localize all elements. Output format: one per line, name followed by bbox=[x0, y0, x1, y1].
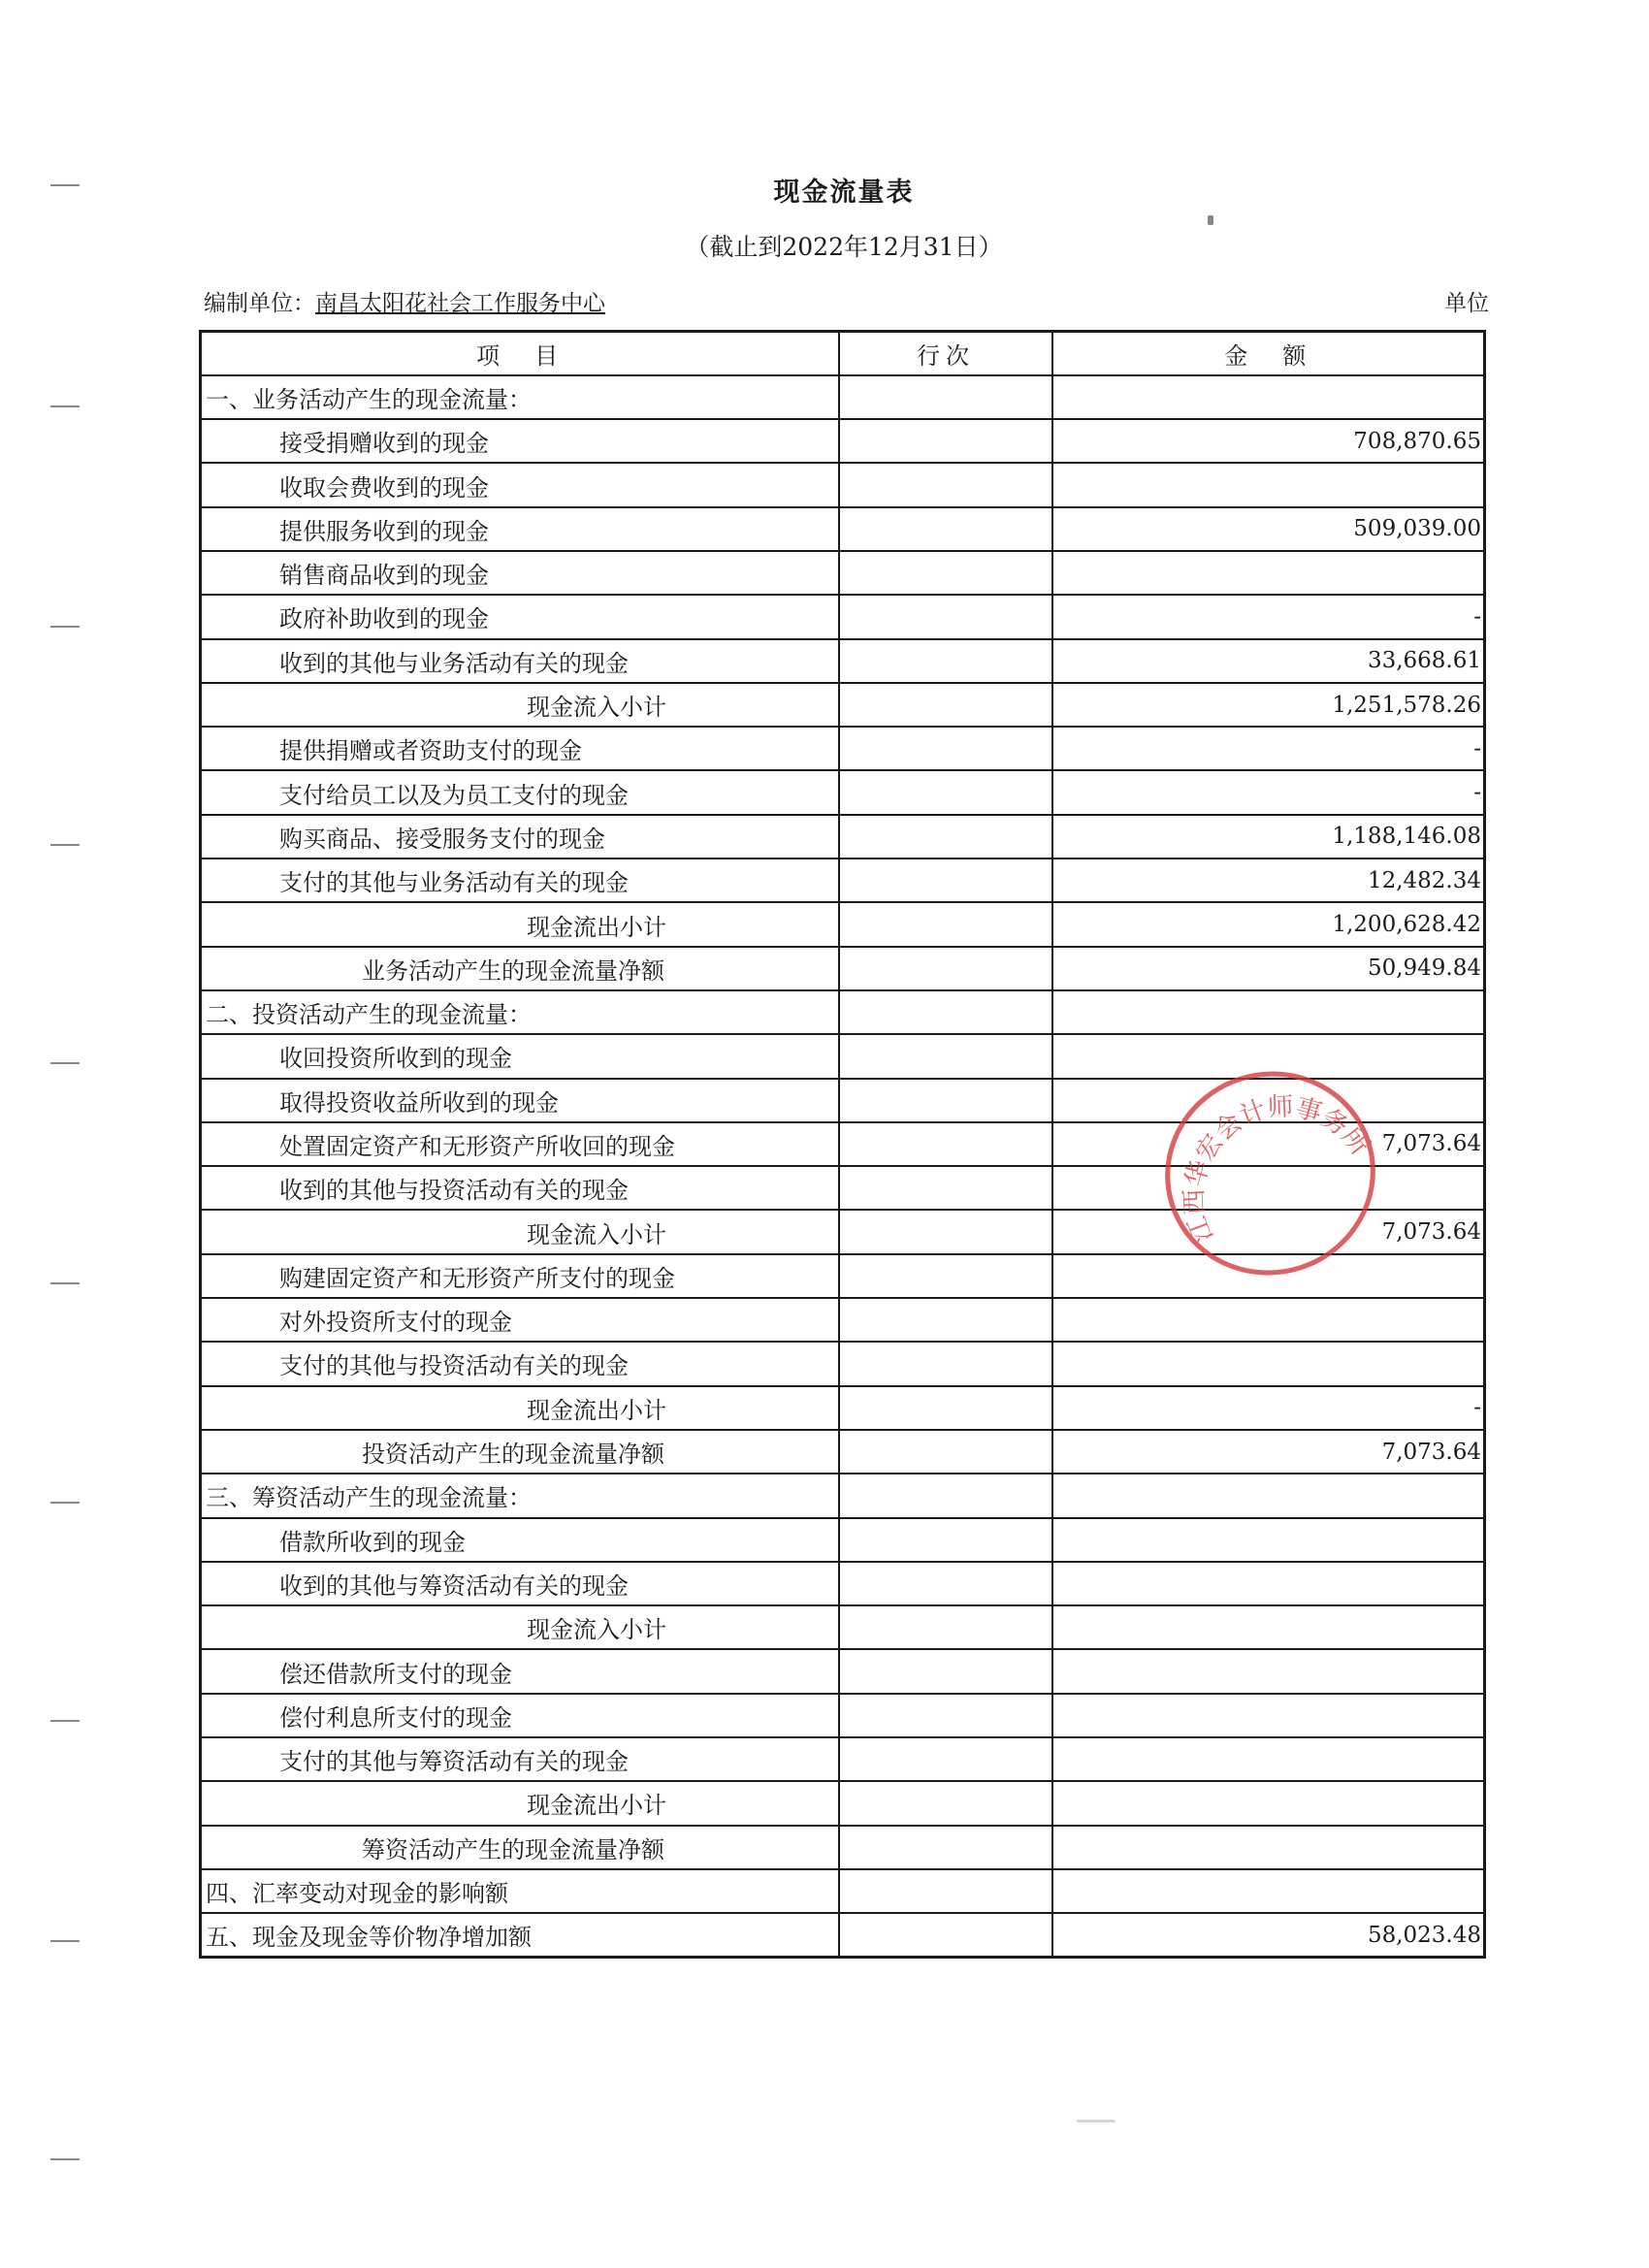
row-amount bbox=[1052, 1518, 1485, 1562]
row-line bbox=[839, 1694, 1051, 1737]
row-line bbox=[839, 1562, 1051, 1605]
row-label: 收到的其他与业务活动有关的现金 bbox=[201, 639, 840, 683]
row-label: 五、现金及现金等价物净增加额 bbox=[201, 1913, 840, 1957]
row-line bbox=[839, 1034, 1051, 1078]
row-line bbox=[839, 1737, 1051, 1781]
row-amount bbox=[1052, 1166, 1485, 1210]
row-label: 提供服务收到的现金 bbox=[201, 507, 840, 551]
scan-edge-mark bbox=[50, 1282, 80, 1284]
table-row bbox=[201, 947, 1485, 990]
row-label: 借款所收到的现金 bbox=[201, 1518, 840, 1562]
row-label: 四、汇率变动对现金的影响额 bbox=[201, 1869, 840, 1913]
row-amount bbox=[1052, 1254, 1485, 1298]
document-subtitle: （截止到2022年12月31日） bbox=[685, 233, 1003, 261]
table-row bbox=[201, 1166, 1485, 1210]
org-label: 编制单位： bbox=[204, 291, 315, 316]
row-amount: 509,039.00 bbox=[1052, 507, 1485, 551]
row-label: 政府补助收到的现金 bbox=[201, 595, 840, 638]
row-line bbox=[839, 1430, 1051, 1474]
table-row bbox=[201, 375, 1485, 419]
row-amount bbox=[1052, 1869, 1485, 1913]
row-label: 处置固定资产和无形资产所收回的现金 bbox=[201, 1122, 840, 1166]
row-label: 现金流入小计 bbox=[201, 1210, 840, 1253]
table-row bbox=[201, 1210, 1485, 1253]
row-line bbox=[839, 419, 1051, 463]
table-header-row bbox=[201, 332, 1485, 375]
table-row bbox=[201, 1737, 1485, 1781]
row-amount bbox=[1052, 375, 1485, 419]
row-label: 现金流出小计 bbox=[201, 1781, 840, 1825]
row-label: 二、投资活动产生的现金流量： bbox=[201, 990, 840, 1034]
table-row bbox=[201, 727, 1485, 770]
row-amount: - bbox=[1052, 1386, 1485, 1430]
row-amount: - bbox=[1052, 727, 1485, 770]
row-amount bbox=[1052, 1737, 1485, 1781]
table-row bbox=[201, 1913, 1485, 1957]
row-line bbox=[839, 947, 1051, 990]
org-name: 南昌太阳花社会工作服务中心 bbox=[315, 291, 605, 316]
table-row bbox=[201, 551, 1485, 595]
table-row bbox=[201, 1430, 1485, 1474]
row-label: 支付的其他与业务活动有关的现金 bbox=[201, 859, 840, 902]
row-amount bbox=[1052, 1298, 1485, 1342]
table-row bbox=[201, 1518, 1485, 1562]
table-row bbox=[201, 419, 1485, 463]
table-row bbox=[201, 1562, 1485, 1605]
row-label: 现金流出小计 bbox=[201, 1386, 840, 1430]
row-label: 购买商品、接受服务支付的现金 bbox=[201, 815, 840, 859]
row-label: 接受捐赠收到的现金 bbox=[201, 419, 840, 463]
row-line bbox=[839, 727, 1051, 770]
table-row bbox=[201, 1034, 1485, 1078]
table-row bbox=[201, 639, 1485, 683]
row-amount: 708,870.65 bbox=[1052, 419, 1485, 463]
row-line bbox=[839, 507, 1051, 551]
row-line bbox=[839, 1826, 1051, 1869]
row-label: 投资活动产生的现金流量净额 bbox=[201, 1430, 840, 1474]
row-label: 筹资活动产生的现金流量净额 bbox=[201, 1826, 840, 1869]
row-label: 收到的其他与筹资活动有关的现金 bbox=[201, 1562, 840, 1605]
table-row bbox=[201, 1079, 1485, 1122]
row-line bbox=[839, 1079, 1051, 1122]
row-line bbox=[839, 1649, 1051, 1693]
scan-speck bbox=[1077, 2120, 1116, 2122]
row-amount: 50,949.84 bbox=[1052, 947, 1485, 990]
row-label: 一、业务活动产生的现金流量： bbox=[201, 375, 840, 419]
row-line bbox=[839, 1122, 1051, 1166]
table-row bbox=[201, 815, 1485, 859]
row-amount: 7,073.64 bbox=[1052, 1122, 1485, 1166]
row-amount: - bbox=[1052, 595, 1485, 638]
row-line bbox=[839, 1605, 1051, 1649]
row-line bbox=[839, 1869, 1051, 1913]
row-amount: 12,482.34 bbox=[1052, 859, 1485, 902]
row-amount bbox=[1052, 1694, 1485, 1737]
table-row bbox=[201, 770, 1485, 814]
scan-edge-mark bbox=[50, 405, 80, 407]
row-label: 偿还借款所支付的现金 bbox=[201, 1649, 840, 1693]
row-label: 偿付利息所支付的现金 bbox=[201, 1694, 840, 1737]
row-label: 现金流出小计 bbox=[201, 902, 840, 946]
row-label: 收到的其他与投资活动有关的现金 bbox=[201, 1166, 840, 1210]
scan-edge-mark bbox=[50, 844, 80, 846]
row-amount bbox=[1052, 463, 1485, 506]
table-row bbox=[201, 1386, 1485, 1430]
row-amount bbox=[1052, 1474, 1485, 1517]
table-row bbox=[201, 1254, 1485, 1298]
row-amount bbox=[1052, 1034, 1485, 1078]
row-line bbox=[839, 1913, 1051, 1957]
header-amount: 金 额 bbox=[1052, 332, 1485, 375]
row-line bbox=[839, 1298, 1051, 1342]
row-label: 销售商品收到的现金 bbox=[201, 551, 840, 595]
table-row bbox=[201, 1605, 1485, 1649]
table-row bbox=[201, 859, 1485, 902]
table-row bbox=[201, 1474, 1485, 1517]
table-row bbox=[201, 1781, 1485, 1825]
row-line bbox=[839, 902, 1051, 946]
row-label: 现金流入小计 bbox=[201, 683, 840, 727]
row-amount bbox=[1052, 990, 1485, 1034]
scan-speck bbox=[1208, 215, 1213, 225]
row-label: 现金流入小计 bbox=[201, 1605, 840, 1649]
row-amount: 7,073.64 bbox=[1052, 1210, 1485, 1253]
row-amount: - bbox=[1052, 770, 1485, 814]
cash-flow-table bbox=[199, 330, 1486, 1959]
scan-edge-mark bbox=[50, 1940, 80, 1942]
row-line bbox=[839, 463, 1051, 506]
row-line bbox=[839, 1166, 1051, 1210]
header-info-line bbox=[204, 285, 1489, 317]
table-row bbox=[201, 1694, 1485, 1737]
row-amount bbox=[1052, 1781, 1485, 1825]
row-line bbox=[839, 815, 1051, 859]
row-label: 三、筹资活动产生的现金流量： bbox=[201, 1474, 840, 1517]
row-line bbox=[839, 990, 1051, 1034]
table-row bbox=[201, 507, 1485, 551]
seal-text: 江西华宏会计师事务所审验专用章 bbox=[1179, 1091, 1375, 1247]
org-info bbox=[204, 285, 605, 317]
row-line bbox=[839, 1474, 1051, 1517]
row-amount: 1,251,578.26 bbox=[1052, 683, 1485, 727]
row-line bbox=[839, 595, 1051, 638]
row-label: 取得投资收益所收到的现金 bbox=[201, 1079, 840, 1122]
table-row bbox=[201, 902, 1485, 946]
table-row bbox=[201, 1869, 1485, 1913]
table-row bbox=[201, 463, 1485, 506]
row-amount: 1,200,628.42 bbox=[1052, 902, 1485, 946]
row-line bbox=[839, 1781, 1051, 1825]
table-row bbox=[201, 1826, 1485, 1869]
document-title: 现金流量表 bbox=[773, 178, 915, 208]
row-amount: 58,023.48 bbox=[1052, 1913, 1485, 1957]
row-label: 对外投资所支付的现金 bbox=[201, 1298, 840, 1342]
row-label: 提供捐赠或者资助支付的现金 bbox=[201, 727, 840, 770]
scan-edge-mark bbox=[50, 1502, 80, 1504]
unit-label: 单位 bbox=[1444, 291, 1489, 316]
row-amount bbox=[1052, 1826, 1485, 1869]
row-amount: 33,668.61 bbox=[1052, 639, 1485, 683]
row-label: 收回投资所收到的现金 bbox=[201, 1034, 840, 1078]
row-label: 业务活动产生的现金流量净额 bbox=[201, 947, 840, 990]
row-label: 购建固定资产和无形资产所支付的现金 bbox=[201, 1254, 840, 1298]
row-line bbox=[839, 375, 1051, 419]
scan-edge-mark bbox=[50, 626, 80, 628]
table-row bbox=[201, 595, 1485, 638]
row-line bbox=[839, 1210, 1051, 1253]
header-item: 项 目 bbox=[201, 332, 840, 375]
row-amount bbox=[1052, 1649, 1485, 1693]
table-row bbox=[201, 683, 1485, 727]
row-label: 支付的其他与投资活动有关的现金 bbox=[201, 1342, 840, 1385]
row-amount bbox=[1052, 1342, 1485, 1385]
scan-edge-mark bbox=[50, 184, 80, 186]
row-amount: 7,073.64 bbox=[1052, 1430, 1485, 1474]
row-label: 收取会费收到的现金 bbox=[201, 463, 840, 506]
row-line bbox=[839, 1254, 1051, 1298]
table-row bbox=[201, 1298, 1485, 1342]
row-amount bbox=[1052, 1079, 1485, 1122]
row-line bbox=[839, 1386, 1051, 1430]
row-line bbox=[839, 1518, 1051, 1562]
row-amount bbox=[1052, 1605, 1485, 1649]
row-line bbox=[839, 639, 1051, 683]
row-label: 支付给员工以及为员工支付的现金 bbox=[201, 770, 840, 814]
row-label: 支付的其他与筹资活动有关的现金 bbox=[201, 1737, 840, 1781]
scan-edge-mark bbox=[50, 1062, 80, 1064]
header-line-number: 行次 bbox=[839, 332, 1051, 375]
row-line bbox=[839, 859, 1051, 902]
table-row bbox=[201, 1649, 1485, 1693]
table-row bbox=[201, 1122, 1485, 1166]
row-amount bbox=[1052, 551, 1485, 595]
row-amount bbox=[1052, 1562, 1485, 1605]
row-line bbox=[839, 683, 1051, 727]
scan-edge-mark bbox=[50, 2158, 80, 2160]
row-line bbox=[839, 1342, 1051, 1385]
table-row bbox=[201, 1342, 1485, 1385]
scan-edge-mark bbox=[50, 1720, 80, 1722]
row-amount: 1,188,146.08 bbox=[1052, 815, 1485, 859]
row-line bbox=[839, 551, 1051, 595]
row-line bbox=[839, 770, 1051, 814]
table-row bbox=[201, 990, 1485, 1034]
